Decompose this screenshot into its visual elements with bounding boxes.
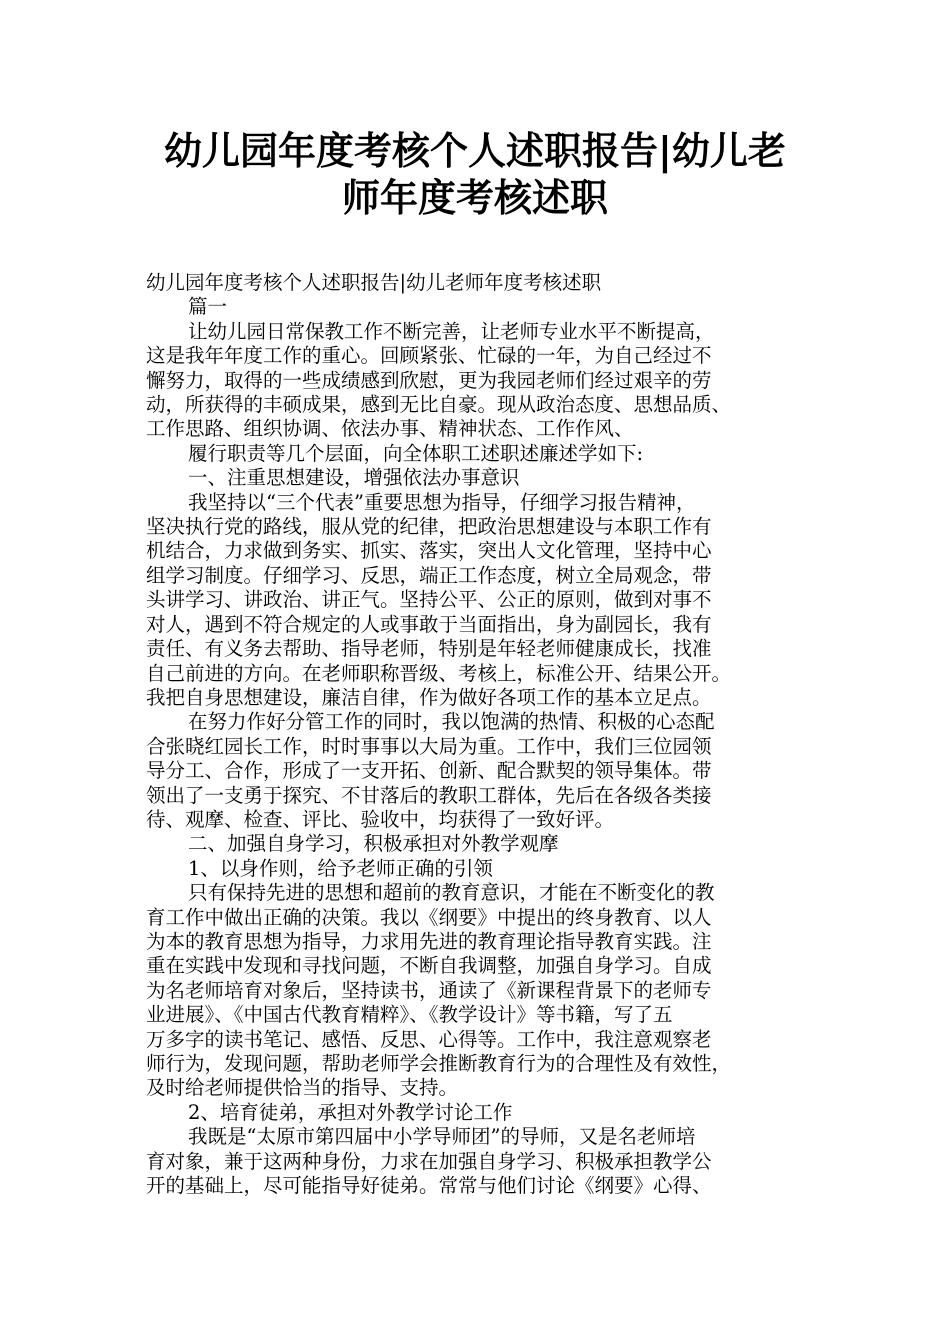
text-line: 坚决执行党的路线，服从党的纪律，把政治思想建设与本职工作有 bbox=[146, 515, 712, 539]
text-line: 一、注重思想建设，增强依法办事意识 bbox=[188, 466, 520, 490]
text-line: 在努力作好分管工作的同时，我以饱满的热情、积极的心态配 bbox=[188, 710, 715, 734]
text-line: 1、以身作则，给予老师正确的引领 bbox=[188, 856, 493, 880]
text-line: 对人，遇到不符合规定的人或事敢于当面指出，身为副园长，我有 bbox=[146, 612, 712, 636]
text-line: 责任、有义务去帮助、指导老师，特别是年轻老师健康成长，找准 bbox=[146, 637, 712, 661]
text-line: 我既是“太原市第四届中小学导师团”的导师，又是名老师培 bbox=[188, 1125, 696, 1149]
document-body bbox=[146, 271, 811, 1198]
text-line: 幼儿园年度考核个人述职报告|幼儿老师年度考核述职 bbox=[146, 271, 602, 294]
text-line: 工作思路、组织协调、依法办事、精神状态、工作作风、 bbox=[146, 417, 634, 441]
text-line: 懈努力，取得的一些成绩感到欣慰，更为我园老师们经过艰辛的劳 bbox=[146, 368, 712, 392]
text-line: 师行为，发现问题，帮助老师学会推断教育行为的合理性及有效性， bbox=[146, 1052, 732, 1075]
text-line: 机结合，力求做到务实、抓实、落实，突出人文化管理，坚持中心 bbox=[146, 539, 712, 563]
title-line: 师年度考核述职 bbox=[341, 176, 608, 220]
text-line: 万多字的读书笔记、感悟、反思、心得等。工作中，我注意观察老 bbox=[146, 1027, 712, 1051]
text-line: 合张晓红园长工作，时时事事以大局为重。工作中，我们三位园领 bbox=[146, 734, 712, 758]
text-line: 让幼儿园日常保教工作不断完善，让老师专业水平不断提高， bbox=[188, 319, 715, 343]
text-line: 领出了一支勇于探究、不甘落后的教职工群体，先后在各级各类接 bbox=[146, 783, 712, 807]
text-line: 为本的教育思想为指导，力求用先进的教育理论指导教育实践。注 bbox=[146, 929, 712, 953]
text-line: 我把自身思想建设，廉洁自律，作为做好各项工作的基本立足点。 bbox=[146, 685, 712, 709]
text-line: 只有保持先进的思想和超前的教育意识，才能在不断变化的教 bbox=[188, 881, 715, 905]
text-line: 二、加强自身学习，积极承担对外教学观摩 bbox=[188, 832, 559, 856]
text-line: 开的基础上，尽可能指导好徒弟。常常与他们讨论《纲要》心得、 bbox=[146, 1174, 712, 1198]
text-line: 动，所获得的丰硕成果，感到无比自豪。现从政治态度、思想品质、 bbox=[146, 393, 732, 417]
text-line: 篇一 bbox=[188, 295, 228, 319]
text-line: 育对象，兼于这两种身份，力求在加强自身学习、积极承担教学公 bbox=[146, 1149, 712, 1173]
text-line: 业进展》、《中国古代教育精粹》、《教学设计》等书籍，写了五 bbox=[146, 1003, 673, 1027]
text-line: 头讲学习、讲政治、讲正气。坚持公平、公正的原则，做到对事不 bbox=[146, 588, 712, 612]
text-line: 及时给老师提供恰当的指导、支持。 bbox=[146, 1076, 459, 1100]
text-line: 导分工、合作，形成了一支开拓、创新、配合默契的领导集体。带 bbox=[146, 759, 712, 783]
text-line: 2、培育徒弟，承担对外教学讨论工作 bbox=[188, 1100, 513, 1124]
text-line: 育工作中做出正确的决策。我以《纲要》中提出的终身教育、以人 bbox=[146, 905, 712, 929]
text-line: 待、观摩、检查、评比、验收中，均获得了一致好评。 bbox=[146, 807, 615, 831]
text-line: 重在实践中发现和寻找问题，不断自我调整，加强自身学习。自成 bbox=[146, 954, 712, 978]
text-line: 履行职责等几个层面，向全体职工述职述廉述学如下: bbox=[188, 441, 644, 465]
text-line: 这是我年年度工作的重心。回顾紧张、忙碌的一年，为自己经过不 bbox=[146, 344, 712, 368]
text-line: 我坚持以“三个代表”重要思想为指导，仔细学习报告精神， bbox=[188, 490, 696, 514]
document-title bbox=[0, 128, 950, 222]
title-line: 幼儿园年度考核个人述职报告|幼儿老 bbox=[164, 129, 786, 173]
text-line: 自己前进的方向。在老师职称晋级、考核上，标准公开、结果公开。 bbox=[146, 661, 732, 685]
text-line: 为名老师培育对象后，坚持读书，通读了《新课程背景下的老师专 bbox=[146, 978, 712, 1002]
text-line: 组学习制度。仔细学习、反思，端正工作态度，树立全局观念，带 bbox=[146, 563, 712, 587]
